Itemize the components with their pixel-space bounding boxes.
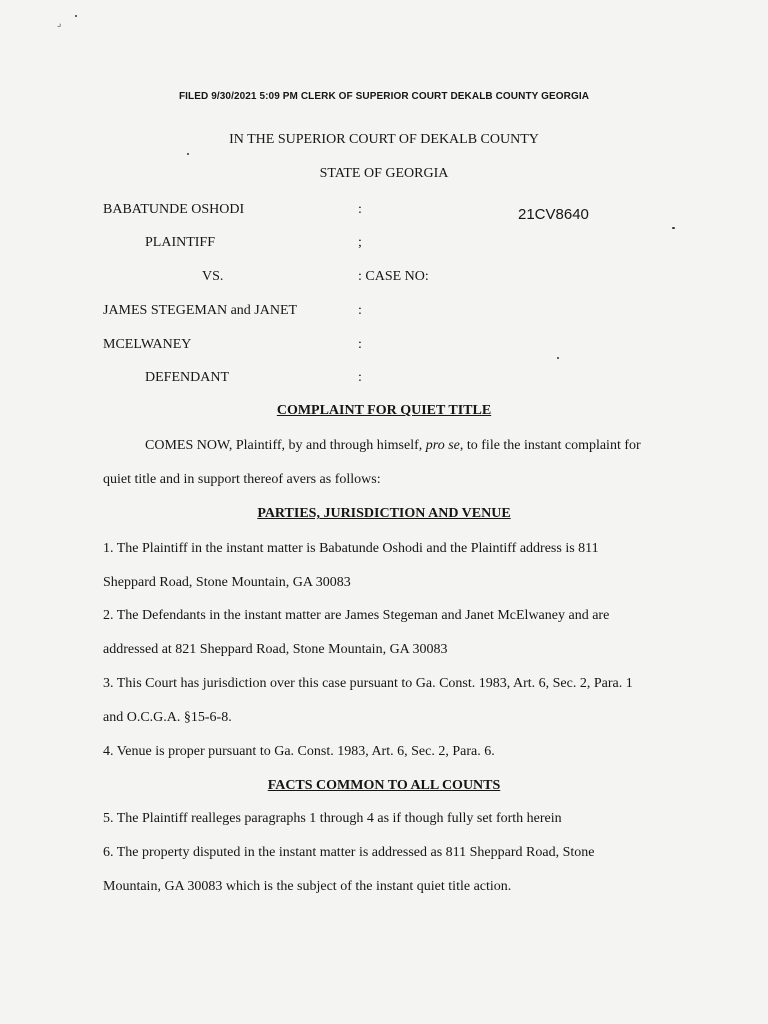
defendant-label: DEFENDANT <box>145 370 229 385</box>
complaint-title: COMPLAINT FOR QUIET TITLE <box>276 403 492 418</box>
paragraph-3-line1: 3. This Court has jurisdiction over this case pursuant to Ga. Const. 1983, Art. 6, Sec. 2, Para. 1 <box>103 676 633 691</box>
plaintiff-name: BABATUNDE OSHODI <box>103 202 245 217</box>
plaintiff-label: PLAINTIFF <box>145 235 216 250</box>
intro-line1-end: , to file the instant complaint for <box>459 438 641 453</box>
paragraph-6-line2: Mountain, GA 30083 which is the subject of the instant quiet title action. <box>103 879 512 894</box>
scan-speck <box>672 227 675 229</box>
defendant-name-line1: JAMES STEGEMAN and JANET <box>103 303 298 318</box>
defendant-name-line2: MCELWANEY <box>103 337 192 352</box>
state-title: STATE OF GEORGIA <box>319 166 449 181</box>
case-no-label: : CASE NO: <box>358 269 429 284</box>
intro-pro-se: pro se <box>425 438 460 453</box>
filed-stamp: FILED 9/30/2021 5:09 PM CLERK OF SUPERIOR COURT DEKALB COUNTY GEORGIA <box>178 91 590 102</box>
paragraph-4-line1: 4. Venue is proper pursuant to Ga. Const. 1983, Art. 6, Sec. 2, Para. 6. <box>103 744 495 759</box>
scan-speck <box>187 153 189 155</box>
intro-line1 <box>145 438 641 454</box>
section-heading-facts: FACTS COMMON TO ALL COUNTS <box>267 778 501 793</box>
paragraph-2-line1: 2. The Defendants in the instant matter are James Stegeman and Janet McElwaney and are <box>103 608 610 623</box>
paragraph-1-line1: 1. The Plaintiff in the instant matter is Babatunde Oshodi and the Plaintiff address is 811 <box>103 541 599 556</box>
scan-speck <box>557 357 559 359</box>
intro-line1-start: COMES NOW, Plaintiff, by and through himself, <box>145 438 426 453</box>
paragraph-1-line2: Sheppard Road, Stone Mountain, GA 30083 <box>103 575 351 590</box>
section-heading-parties: PARTIES, JURISDICTION AND VENUE <box>257 506 511 521</box>
case-number: 21CV8640 <box>518 206 589 223</box>
caption-colon: : <box>358 370 362 385</box>
scan-speck <box>75 15 77 17</box>
paragraph-3-line2: and O.C.G.A. §15-6-8. <box>103 710 232 725</box>
intro-line2: quiet title and in support thereof avers as follows: <box>103 472 381 487</box>
caption-semicolon: ; <box>358 235 362 250</box>
paragraph-2-line2: addressed at 821 Sheppard Road, Stone Mountain, GA 30083 <box>103 642 448 657</box>
paragraph-6-line1: 6. The property disputed in the instant matter is addressed as 811 Sheppard Road, Stone <box>103 845 595 860</box>
paragraph-5-line1: 5. The Plaintiff realleges paragraphs 1 through 4 as if though fully set forth herein <box>103 811 562 826</box>
versus-label: VS. <box>202 269 224 284</box>
caption-colon: : <box>358 303 362 318</box>
caption-colon: : <box>358 337 362 352</box>
scan-mark: ⌟ <box>57 18 62 28</box>
court-title: IN THE SUPERIOR COURT OF DEKALB COUNTY <box>229 132 539 147</box>
caption-colon: : <box>358 202 362 217</box>
